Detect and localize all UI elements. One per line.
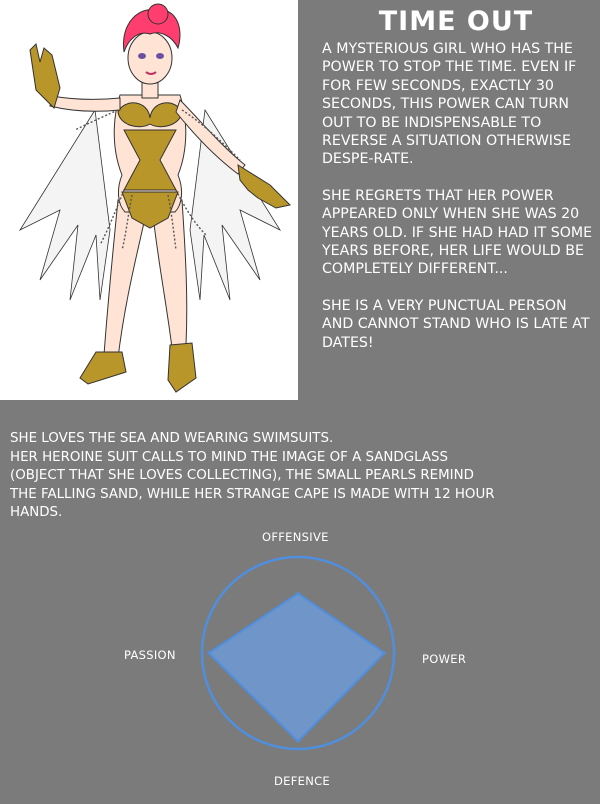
bio-paragraph: SHE REGRETS THAT HER POWER APPEARED ONLY WHEN SHE WAS 20 YEARS OLD. IF SHE HAD HAD IT SOME YEARS BEFORE, HER LIFE WOULD BE COMPLETELY DIFFERENT... — [322, 187, 593, 278]
radar-point-passion — [207, 652, 210, 655]
radar-stat-polygon — [209, 593, 385, 741]
story-line: HANDS. — [10, 505, 63, 521]
radar-point-power — [383, 652, 386, 655]
radar-point-offensive — [297, 592, 300, 595]
stats-radar-chart — [0, 520, 600, 800]
radar-svg — [0, 520, 600, 800]
radar-point-defence — [297, 740, 300, 743]
story-line: HER HEROINE SUIT CALLS TO MIND THE IMAGE OF A SANDGLASS — [10, 449, 449, 465]
axis-label-power: POWER — [422, 652, 467, 666]
story-line: SHE LOVES THE SEA AND WEARING SWIMSUITS. — [10, 431, 334, 446]
character-story — [10, 430, 595, 523]
story-line: THE FALLING SAND, WHILE HER STRANGE CAPE IS MADE WITH 12 HOUR — [10, 486, 495, 502]
axis-label-defence: DEFENCE — [274, 774, 331, 788]
story-line: (OBJECT THAT SHE LOVES COLLECTING), THE SMALL PEARLS REMIND — [10, 468, 474, 484]
axis-label-offensive: OFFENSIVE — [262, 530, 329, 544]
character-portrait — [0, 0, 298, 400]
bio-paragraph: A MYSTERIOUS GIRL WHO HAS THE POWER TO STOP THE TIME. EVEN IF FOR FEW SECONDS, EXACTLY 30 SECONDS, THIS POWER CAN TURN OUT TO BE INDISPENSABLE TO REVERSE A SITUATION OTHERWISE DESPE-RATE. — [322, 41, 577, 168]
character-illustration — [0, 0, 298, 400]
bio-paragraph: SHE IS A VERY PUNCTUAL PERSON AND CANNOT STAND WHO IS LATE AT DATES! — [322, 297, 590, 351]
axis-label-passion: PASSION — [124, 648, 176, 662]
character-bio — [322, 40, 594, 370]
character-name: TIME OUT — [378, 6, 534, 37]
